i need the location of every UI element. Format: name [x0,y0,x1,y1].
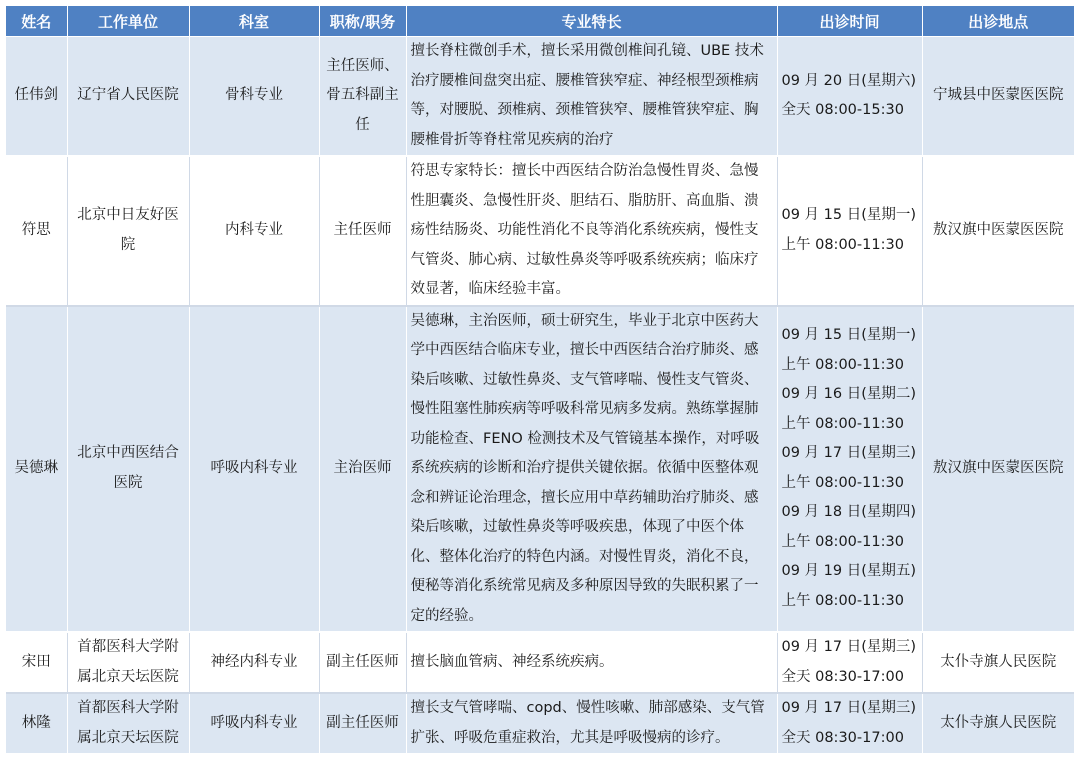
cell-name: 任伟剑 [6,37,67,157]
cell-specialty: 擅长脊柱微创手术，擅长采用微创椎间孔镜、UBE 技术治疗腰椎间盘突出症、腰椎管狭窄症、神经根型颈椎病等，对腰脱、颈椎病、颈椎管狭窄、腰椎管狭窄症、胸腰椎骨折等脊柱常见疾病的治疗 [406,37,777,157]
time-line: 全天 08:00-15:30 [781,102,904,118]
cell-place: 太仆寺旗人民医院 [922,632,1074,693]
table-row [6,632,1074,693]
expert-schedule-table [6,6,1074,755]
header-specialty: 专业特长 [406,6,777,37]
cell-title: 副主任医师 [319,632,406,693]
header-time: 出诊时间 [777,6,922,37]
header-title: 职称/职务 [319,6,406,37]
cell-unit: 首都医科大学附属北京天坛医院 [67,693,189,754]
cell-unit: 辽宁省人民医院 [67,37,189,157]
cell-time [777,306,922,633]
cell-time [777,156,922,306]
header-unit: 工作单位 [67,6,189,37]
time-line: 上午 08:00-11:30 [781,415,904,432]
time-line: 09 月 15 日(星期一) [781,207,917,224]
cell-name: 符思 [6,156,67,306]
cell-specialty: 吴德琳，主治医师，硕士研究生，毕业于北京中医药大学中西医结合临床专业，擅长中西医结合治疗肺炎、感染后咳嗽、过敏性鼻炎、支气管哮喘、慢性支气管炎、慢性阻塞性肺疾病等呼吸科常见病多发病。熟练掌握肺功能检查、FENO 检测技术及气管镜基本操作，对呼吸系统疾病的诊断和治疗提供关键依据。依循中医整体观念和辨证论治理念，擅长应用中草药辅助治疗肺炎、感染后咳嗽，过敏性鼻炎等呼吸疾患，体现了中医个体化、整体化治疗的特色内涵。对慢性胃炎，消化不良，便秘等消化系统常见病及多种原因导致的失眠积累了一定的经验。 [406,306,777,633]
cell-time [777,693,922,754]
table-row [6,156,1074,306]
cell-dept: 呼吸内科专业 [189,693,319,754]
cell-place: 敖汉旗中医蒙医医院 [922,156,1074,306]
time-line: 09 月 17 日(星期三) [781,700,917,716]
header-place: 出诊地点 [922,6,1074,37]
cell-place: 敖汉旗中医蒙医医院 [922,306,1074,633]
cell-dept: 内科专业 [189,156,319,306]
time-line: 上午 08:00-11:30 [781,474,904,491]
cell-name: 吴德琳 [6,306,67,633]
cell-name: 宋田 [6,632,67,693]
time-line: 09 月 19 日(星期五) [781,563,917,580]
cell-dept: 神经内科专业 [189,632,319,693]
cell-specialty: 擅长支气管哮喘、copd、慢性咳嗽、肺部感染、支气管扩张、呼吸危重症救治，尤其是呼吸慢病的诊疗。 [406,693,777,754]
time-line: 09 月 15 日(星期一) [781,327,917,344]
table-header-row [6,6,1074,37]
table-row [6,693,1074,754]
time-line: 上午 08:00-11:30 [781,592,904,609]
cell-unit: 北京中日友好医院 [67,156,189,306]
header-name: 姓名 [6,6,67,37]
cell-time [777,632,922,693]
time-line: 09 月 16 日(星期二) [781,386,917,403]
table-row [6,37,1074,157]
time-line: 上午 08:00-11:30 [781,533,904,550]
time-line: 09 月 17 日(星期三) [781,445,917,462]
time-line: 全天 08:30-17:00 [781,729,904,746]
cell-title: 主治医师 [319,306,406,633]
cell-dept: 呼吸内科专业 [189,306,319,633]
time-line: 09 月 20 日(星期六) [781,72,917,89]
cell-name: 林隆 [6,693,67,754]
cell-title: 主任医师 [319,156,406,306]
time-line: 上午 08:00-11:30 [781,356,904,373]
cell-title: 主任医师、骨五科副主任 [319,37,406,157]
time-line: 09 月 18 日(星期四) [781,504,917,521]
cell-unit: 北京中西医结合医院 [67,306,189,633]
cell-title: 副主任医师 [319,693,406,754]
schedule-table-wrapper [6,6,1074,755]
time-line: 上午 08:00-11:30 [781,236,904,253]
cell-place: 太仆寺旗人民医院 [922,693,1074,754]
table-row [6,306,1074,633]
cell-specialty: 符思专家特长：擅长中西医结合防治急慢性胃炎、急慢性胆囊炎、急慢性肝炎、胆结石、脂肪肝、高血脂、溃疡性结肠炎、功能性消化不良等消化系统疾病，慢性支气管炎、肺心病、过敏性鼻炎等呼吸系统疾病；临床疗效显著，临床经验丰富。 [406,156,777,306]
cell-unit: 首都医科大学附属北京天坛医院 [67,632,189,693]
cell-dept: 骨科专业 [189,37,319,157]
cell-time [777,37,922,157]
cell-specialty: 擅长脑血管病、神经系统疾病。 [406,632,777,693]
header-dept: 科室 [189,6,319,37]
time-line: 09 月 17 日(星期三) [781,639,917,655]
cell-place: 宁城县中医蒙医医院 [922,37,1074,157]
time-line: 全天 08:30-17:00 [781,668,904,685]
